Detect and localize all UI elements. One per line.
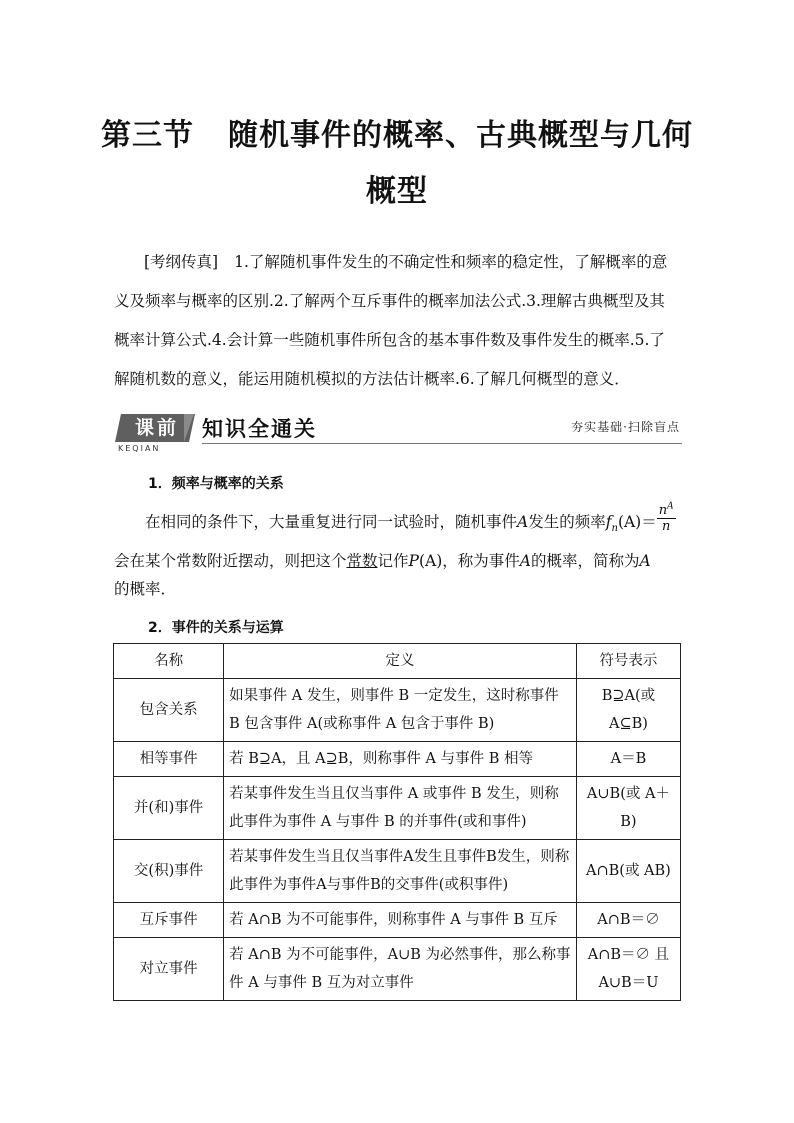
frequency-fraction: $\frac{n^A}{n}$: [658, 501, 674, 534]
banner-rule: [202, 443, 682, 444]
heading-event-relations: 2．事件的关系与运算: [148, 620, 284, 636]
row-name: 相等事件: [114, 742, 224, 777]
syllabus-outline: [114, 243, 682, 399]
paragraph-line-2: 会在某个常数附近摆动，则把这个常数记作P(A)，称为事件A的概率，简称为A: [114, 552, 651, 571]
underlined-constant: 常数: [346, 552, 378, 571]
table-row: [114, 903, 681, 938]
outline-line-3: 概率计算公式.4.会计算一些随机事件所包含的基本事件数及事件发生的概率.5.了: [114, 331, 665, 349]
heading-frequency-probability: 1．频率与概率的关系: [148, 476, 284, 492]
row-name: 互斥事件: [114, 903, 224, 938]
banner-pinyin: KEQIAN: [118, 444, 161, 453]
paragraph-line-3: 的概率．: [114, 580, 177, 599]
row-name: 交(积)事件: [114, 840, 224, 903]
row-name: 对立事件: [114, 938, 224, 1001]
row-definition: 若 B⊇A，且 A⊇B，则称事件 A 与事件 B 相等: [224, 742, 577, 777]
row-definition: 若某事件发生当且仅当事件A发生且事件B发生，则称此事件为事件A与事件B的交事件(或积事件): [224, 840, 577, 903]
outline-label: [考纲传真]: [144, 253, 219, 271]
row-symbol: A＝B: [576, 742, 680, 777]
section-banner: [114, 410, 682, 462]
title-continuation: 概型: [366, 174, 428, 209]
row-definition: 若某事件发生当且仅当事件 A 或事件 B 发生，则称此事件为事件 A 与事件 B 的并事件(或和事件): [224, 777, 577, 840]
row-definition: 若 A∩B 为不可能事件，则称事件 A 与事件 B 互斥: [224, 903, 577, 938]
outline-line-2: 义及频率与概率的区别.2.了解两个互斥事件的概率加法公式.3.理解古典概型及其: [114, 292, 665, 310]
row-symbol: A∩B＝∅ 且 A∪B＝U: [576, 938, 680, 1001]
banner-tag-label: 课前: [134, 417, 179, 439]
row-symbol: A∪B(或 A＋B): [576, 777, 680, 840]
banner-section-title: 知识全通关: [202, 417, 317, 441]
table-row: [114, 742, 681, 777]
row-name: 包含关系: [114, 679, 224, 742]
table-header-row: [114, 644, 681, 679]
header-name: 名称: [114, 644, 224, 679]
page-title: [80, 108, 714, 220]
frequency-paragraph: [114, 501, 684, 603]
row-definition: 如果事件 A 发生，则事件 B 一定发生，这时称事件 B 包含事件 A(或称事件 A 包含于事件 B): [224, 679, 577, 742]
table-row: [114, 938, 681, 1001]
outline-line-1: [考纲传真] 1.了解随机事件发生的不确定性和频率的稳定性，了解概率的意: [144, 253, 668, 271]
header-symbol: 符号表示: [576, 644, 680, 679]
paragraph-line-1: 在相同的条件下，大量重复进行同一试验时，随机事件A发生的频率$f_n(A)=$ $\frac{n^A}{n}$: [145, 501, 674, 535]
event-relations-table: [113, 643, 681, 1001]
row-symbol: A∩B(或 AB): [576, 840, 680, 903]
table-row: [114, 679, 681, 742]
row-symbol: B⊇A(或 A⊆B): [576, 679, 680, 742]
header-definition: 定义: [224, 644, 577, 679]
table-row: [114, 840, 681, 903]
title-main: 随机事件的概率、古典概型与几何: [228, 118, 693, 153]
row-name: 并(和)事件: [114, 777, 224, 840]
outline-line-4: 解随机数的意义，能运用随机模拟的方法估计概率.6.了解几何概型的意义．: [114, 370, 630, 388]
table-row: [114, 777, 681, 840]
row-symbol: A∩B＝∅: [576, 903, 680, 938]
banner-motto: 夯实基础·扫除盲点: [571, 420, 680, 434]
title-section-number: 第三节: [101, 118, 194, 153]
row-definition: 若 A∩B 为不可能事件，A∪B 为必然事件，那么称事件 A 与事件 B 互为对立事件: [224, 938, 577, 1001]
